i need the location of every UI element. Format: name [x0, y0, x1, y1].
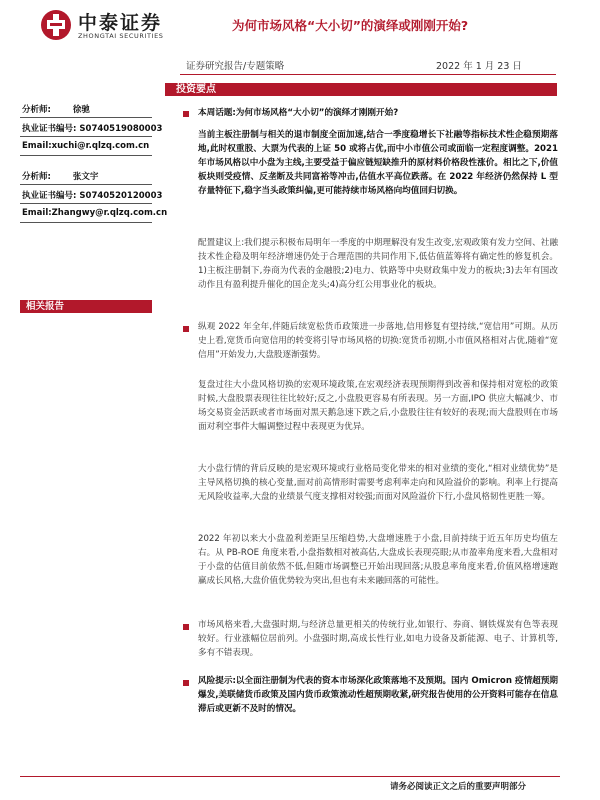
bullet-marker — [183, 680, 189, 686]
report-type: 证券研究报告/专题策略 — [186, 61, 285, 72]
analyst-1-name: 徐驰 — [72, 105, 90, 115]
sidebar-divider — [20, 184, 152, 185]
allocation-paragraph: 配置建议上:我们提示积极布局明年一季度的中期理解没有发生改变,宏观政策有发力空间、社融技术性企稳及明年经济增速仍处于合理范围的共同作用下,低估值蓝筹将有确定性的修复机会。1)主板注册制下,券商为代表的金融股;2)电力、铁路等中央财政集中发力的板块;3)去年有国改动作且有盈利提升催化的国企龙头;4)高分红公用事业化的板块。 — [198, 238, 558, 290]
bullet-marker — [183, 624, 189, 630]
footer-divider — [20, 776, 560, 777]
report-date: 2022 年 1 月 23 日 — [436, 61, 522, 72]
summary-paragraph: 当前主板注册制与相关的退市制度全面加速,结合一季度稳增长下社融等指标技术性企稳预期落地,此时权重股、大票为代表的上证 50 或将占优,而中小市值公司或面临一定程度调整。2021 年市场风格以中小盘为主线,主要受益于偏应链短缺推升的原材料价格段性涨价。相比之下,价值板块则受疫情、反垄断及共同富裕等冲击,估值水平高位跌落。在 2022 年经济仍然保持 L 型存量特征下,稳字当头政策纠偏,更可能持续市场风格向均值回归切换。 — [198, 130, 558, 196]
industry-paragraph: 市场风格来看,大盘强时期,与经济总量更相关的传统行业,如银行、券商、钢铁煤炭有色等表现较好。行业涨幅位居前列。小盘强时期,高成长性行业,如电力设备及新能源、电子、计算机等,多有不错表现。 — [198, 620, 558, 658]
risk-paragraph: 风险提示:以全面注册制为代表的资本市场深化政策落地不及预期。国内 Omicron 疫情超预期爆发,美联储货币政策及国内货币政策流动性超预期收紧,研究报告使用的公开资料可能存在信息滞后或更新不及时的情况。 — [198, 676, 558, 714]
related-reports-title: 相关报告 — [26, 301, 65, 312]
sidebar-divider — [20, 155, 152, 156]
bullet-marker — [183, 111, 189, 117]
analyst-1-role: 分析师: 徐驰 — [22, 105, 90, 115]
brand-name-cn: 中泰证券 — [78, 12, 163, 34]
company-logo — [40, 9, 72, 41]
sidebar-divider — [20, 117, 152, 118]
review-paragraph: 复盘过往大小盘风格切换的宏观环境政策,在宏观经济表现预期得到改善和保持相对宽松的政策时候,大盘股票表现往往比较好;反之,小盘股更容易有所表现。另一方面,IPO 供应大幅减少、市场交易资金活跃或者市场面对黑天鹅急速下跌之后,小盘股往往有较好的表现;而大盘股则在市场面对利空事件大幅调整过程中表现更为优异。 — [198, 380, 558, 432]
brand-name-en: ZHONGTAI SECURITIES — [78, 32, 164, 40]
sidebar-divider — [20, 222, 152, 223]
section-title: 投资要点 — [176, 84, 216, 95]
valuation-paragraph: 2022 年初以来大小盘盈利差距呈压缩趋势,大盘增速胜于小盘,目前持续于近五年历史均值左右。从 PB-ROE 角度来看,小盘指数相对被高估,大盘成长表现亮眼;从市盈率角度来看,大盘相对于小盘的估值目前依然不低,但随市场调整已开始出现回落;从股息率角度来看,价值风格增速跑赢成长风格,大盘价值优势较为突出,但也有未来融回落的可能性。 — [198, 534, 558, 586]
analyst-2-license: 执业证书编号: S0740520120003 — [22, 191, 163, 201]
header-divider — [180, 74, 556, 75]
analyst-1-email[interactable]: Email:xuchi@r.qlzq.com.cn — [22, 141, 150, 151]
credit-paragraph: 纵观 2022 年全年,伴随后续宽松货币政策进一步落地,信用修复有望持续,“宽信用”可期。从历史上看,宽货币向宽信用的转变将引导市场风格的切换:宽货币初期,小市值风格相对占优,随着“宽信用”开始发力,大盘股逐渐强势。 — [198, 322, 558, 360]
topic-paragraph: 本周话题:为何市场风格“大小切”的演绎才刚刚开始? — [198, 108, 399, 118]
analyst-2-name: 张文宇 — [72, 172, 99, 182]
sidebar-divider — [20, 136, 152, 137]
analyst-1-license: 执业证书编号: S0740519080003 — [22, 124, 163, 134]
section-band — [165, 83, 557, 96]
sidebar-divider — [20, 203, 152, 204]
bullet-marker — [183, 326, 189, 332]
earnings-paragraph: 大小盘行情的背后反映的是宏观环境或行业格局变化带来的相对业绩的变化,“相对业绩优势”是主导风格切换的核心变量,面对前高情形时需要考虑利率走向和风险溢价的影响。利率上行提高无风险收益率,大盘的业绩景气度支撑相对较强;而面对风险溢价下行,小盘风格韧性更胜一筹。 — [198, 464, 558, 502]
report-title: 为何市场风格“大小切”的演绎或刚刚开始? — [232, 18, 469, 33]
analyst-2-email[interactable]: Email:Zhangwy@r.qlzq.com.cn — [22, 208, 168, 218]
footer-disclaimer: 请务必阅读正文之后的重要声明部分 — [390, 782, 527, 792]
analyst-2-role: 分析师: 张文宇 — [22, 172, 99, 182]
